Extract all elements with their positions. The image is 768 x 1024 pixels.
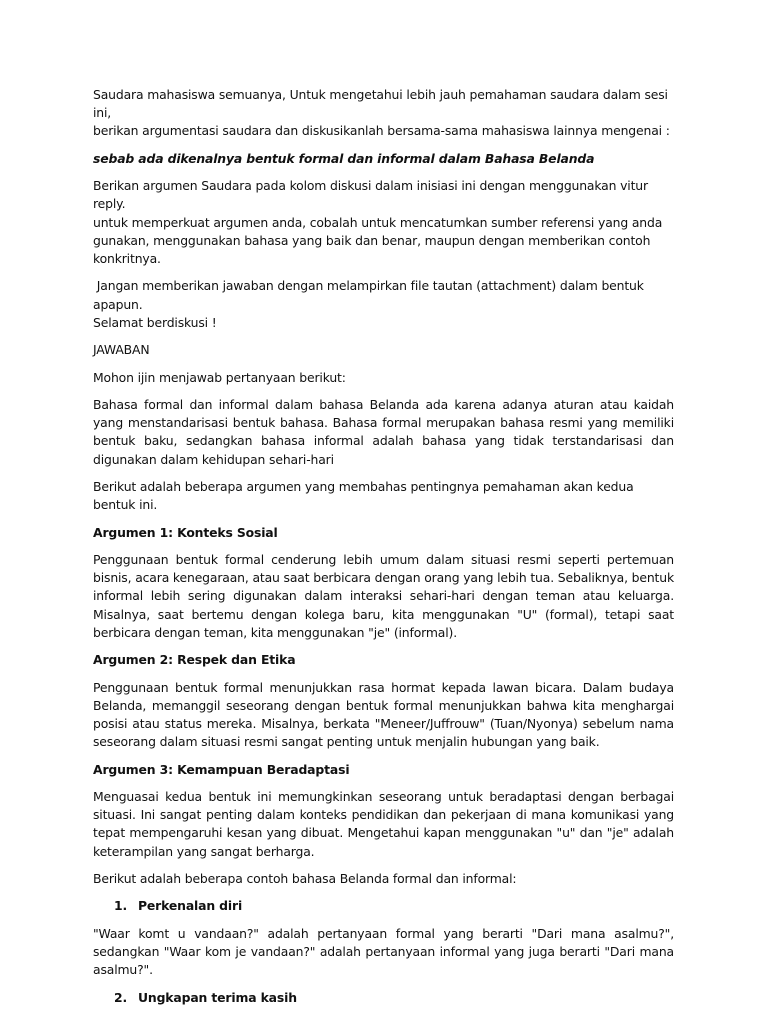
intro-paragraph xyxy=(93,86,674,141)
example-list-item xyxy=(93,989,674,1007)
answer-label: JAWABAN xyxy=(93,342,150,358)
document-page xyxy=(93,86,674,1017)
argument-heading: Argumen 3: Kemampuan Beradaptasi xyxy=(93,761,350,777)
argument-heading: Argumen 1: Konteks Sosial xyxy=(93,524,278,540)
explanation-paragraph: Bahasa formal dan informal dalam bahasa Belanda ada karena adanya aturan atau kaidah yang menstandarisasi bentuk bahasa. Bahasa formal merupakan bahasa resmi yang memiliki bentuk baku, sedangkan bahasa informal adalah bahasa yang tidak terstandarisasi dan digunakan dalam kehidupan sehari-hari xyxy=(93,396,674,467)
warning-paragraph xyxy=(93,277,674,332)
argument-heading: Argumen 2: Respek dan Etika xyxy=(93,652,296,668)
argument-body: Penggunaan bentuk formal menunjukkan rasa hormat kepada lawan bicara. Dalam budaya Belanda, memanggil seseorang dengan bentuk formal menunjukkan bahwa kita menghargai posisi atau status mereka. Misalnya, berkata "Meneer/Juffrouw" (Tuan/Nyonya) sebelum nama seseorang dalam situasi resmi sangat penting untuk menjalin hubungan yang baik. xyxy=(93,679,674,750)
warning-line: Jangan memberikan jawaban dengan melampirkan file tautan (attachment) dalam bentuk apapun. xyxy=(93,278,648,312)
instruction-line: Berikan argumen Saudara pada kolom diskusi dalam inisiasi ini dengan menggunakan vitur reply. xyxy=(93,178,648,212)
examples-intro: Berikut adalah beberapa contoh bahasa Belanda formal dan informal: xyxy=(93,870,517,886)
instruction-line: gunakan, menggunakan bahasa yang baik dan benar, maupun dengan memberikan contoh xyxy=(93,232,651,248)
warning-line: Selamat berdiskusi ! xyxy=(93,314,217,330)
example-title: Perkenalan diri xyxy=(138,898,243,914)
instruction-paragraph xyxy=(93,177,674,268)
list-number: 1. xyxy=(114,898,128,914)
argument-body: Penggunaan bentuk formal cenderung lebih umum dalam situasi resmi seperti pertemuan bisnis, acara kenegaraan, atau saat berbicara dengan orang yang lebih tua. Sebaliknya, bentuk informal lebih sering digunakan dalam interaksi sehari-hari dengan teman atau keluarga. Misalnya, saat bertemu dengan kolega baru, kita menggunakan "U" (formal), tetapi saat berbicara dengan teman, kita menggunakan "je" (informal). xyxy=(93,551,674,640)
arguments-intro: Berikut adalah beberapa argumen yang membahas pentingnya pemahaman akan kedua bentuk ini. xyxy=(93,478,634,513)
example-title: Ungkapan terima kasih xyxy=(138,990,297,1006)
argument-body: Menguasai kedua bentuk ini memungkinkan seseorang untuk beradaptasi dengan berbagai situasi. Ini sangat penting dalam konteks pendidikan dan pekerjaan di mana komunikasi yang tepat mempengaruhi kesan yang dibuat. Mengetahui kapan menggunakan "u" dan "je" adalah keterampilan yang sangat berharga. xyxy=(93,788,674,859)
example-list-item xyxy=(93,897,674,915)
list-number: 2. xyxy=(114,990,128,1006)
instruction-line: konkritnya. xyxy=(93,251,161,266)
intro-line: Saudara mahasiswa semuanya, Untuk mengetahui lebih jauh pemahaman saudara dalam sesi ini, xyxy=(93,87,668,121)
intro-line: berikan argumentasi saudara dan diskusikanlah bersama-sama mahasiswa lainnya mengenai : xyxy=(93,123,670,139)
instruction-line: untuk memperkuat argumen anda, cobalah untuk mencatumkan sumber referensi yang anda xyxy=(93,214,663,230)
discussion-topic: sebab ada dikenalnya bentuk formal dan informal dalam Bahasa Belanda xyxy=(93,150,595,166)
answer-opening: Mohon ijin menjawab pertanyaan berikut: xyxy=(93,369,346,385)
example-body: "Waar komt u vandaan?" adalah pertanyaan formal yang berarti "Dari mana asalmu?", sedangkan "Waar kom je vandaan?" adalah pertanyaan informal yang juga berarti "Dari mana asalmu?". xyxy=(93,925,674,978)
